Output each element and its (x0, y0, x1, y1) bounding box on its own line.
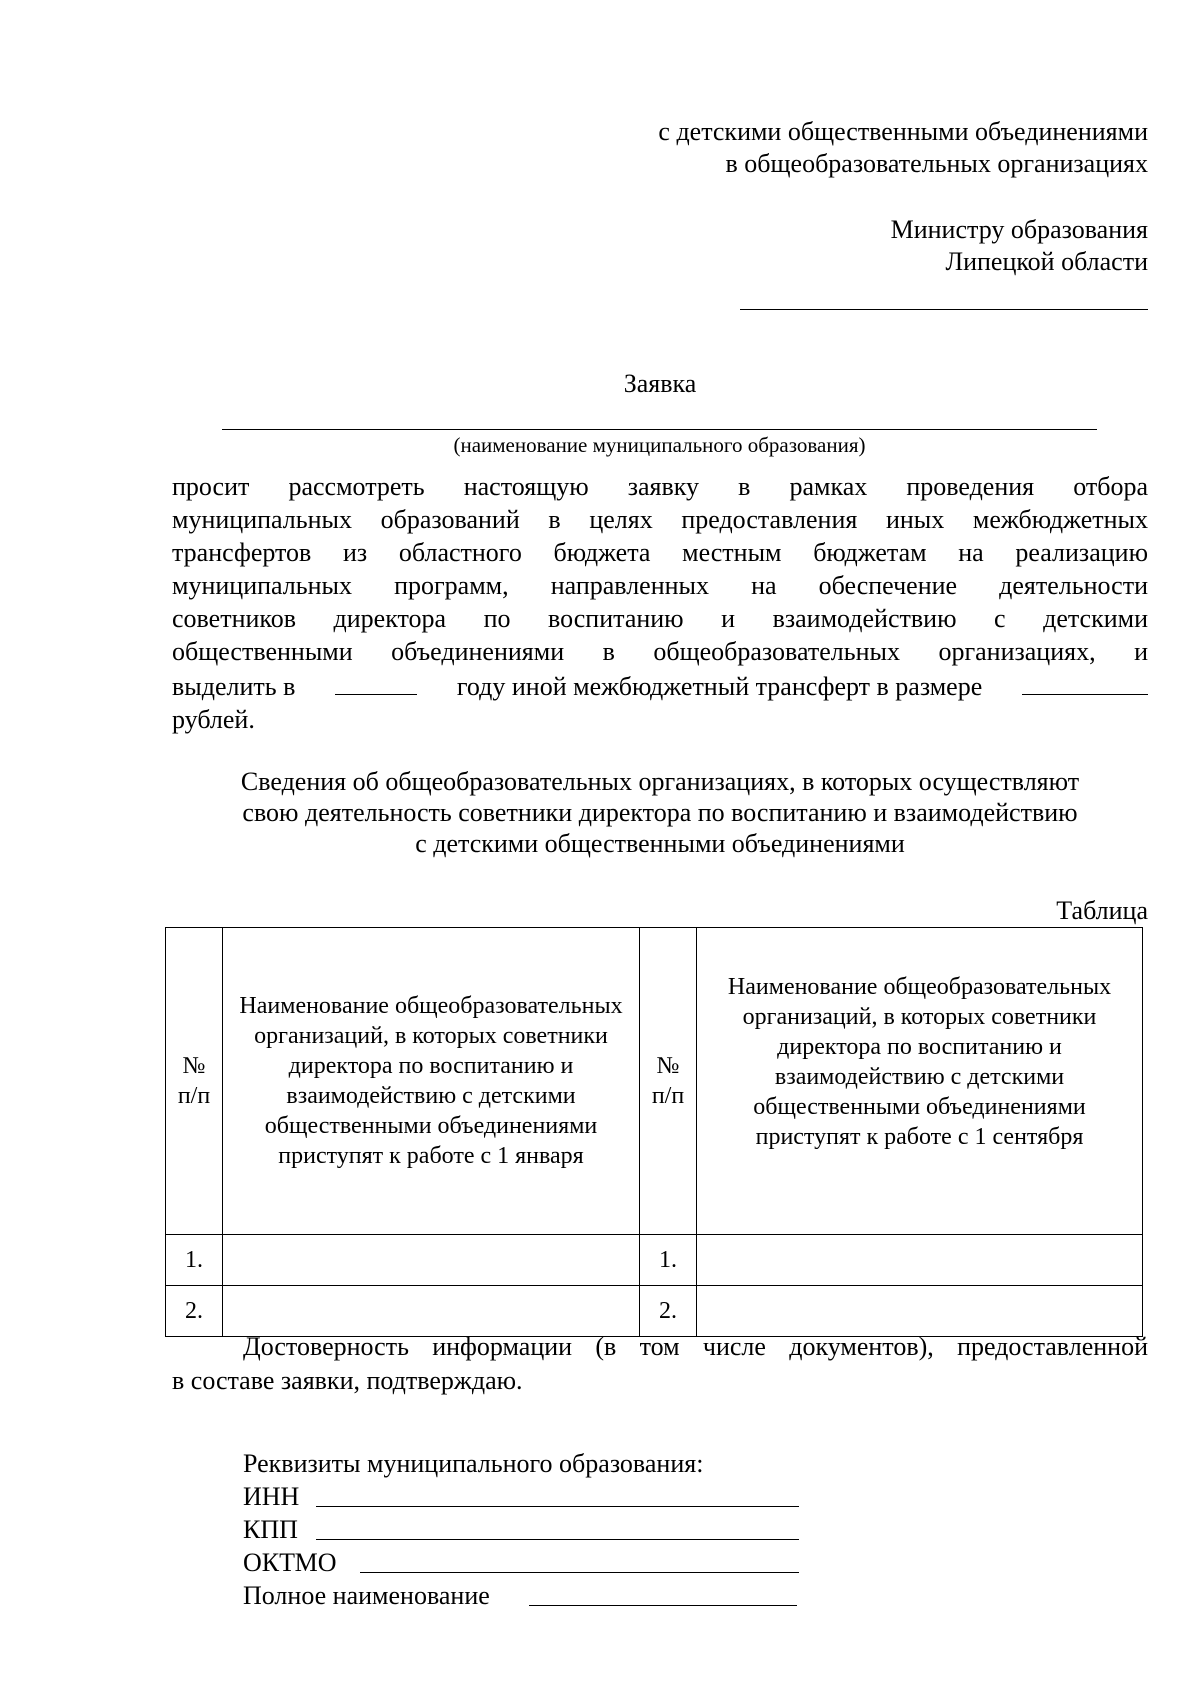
table-row (166, 1235, 1143, 1286)
inn-label: ИНН (243, 1482, 300, 1511)
row-num-left: 1. (166, 1235, 223, 1286)
confirmation-paragraph (172, 1330, 1148, 1398)
confirmation-line: в составе заявки, подтверждаю. (172, 1366, 523, 1395)
request-line-rubles: рублей. (172, 705, 255, 734)
municipality-caption: (наименование муниципального образования) (453, 433, 866, 457)
full-name-input-line[interactable] (529, 1579, 797, 1606)
request-transfer-label: году иной межбюджетный трансферт в размере (456, 672, 983, 701)
section-title (172, 766, 1148, 859)
addressee-line-1: Министру образования (890, 215, 1148, 244)
request-line: трансфертов из областного бюджета местным бюджетам на реализацию (172, 538, 1148, 567)
section-title-line: с детскими общественными объединениями (415, 829, 905, 858)
addressee-line-2: Липецкой области (945, 247, 1148, 276)
section-title-line: свою деятельность советники директора по воспитанию и взаимодействию (242, 798, 1078, 827)
oktmo-label: ОКТМО (243, 1548, 337, 1577)
row-name-right-cell[interactable] (697, 1286, 1143, 1337)
row-name-left-cell[interactable] (223, 1235, 640, 1286)
row-num-right: 1. (640, 1235, 697, 1286)
section-title-line: Сведения об общеобразовательных организациях, в которых осуществляют (240, 767, 1080, 796)
municipality-name-line[interactable] (222, 429, 1097, 430)
header-num-left (166, 928, 223, 1235)
kpp-input-line[interactable] (316, 1513, 799, 1540)
request-paragraph (172, 470, 1148, 736)
oktmo-field-row (243, 1546, 803, 1579)
header-name-september-text: Наименование общеобразовательных организаций, в которых советники директора по воспитанию и взаимодействию с детскими общественными объединениями приступят к работе с 1 сентября (727, 974, 1112, 1150)
header-num-right-text: № п/п (651, 1053, 685, 1109)
row-name-left-cell[interactable] (223, 1286, 640, 1337)
inn-field-row (243, 1480, 803, 1513)
header-name-january-text: Наименование общеобразовательных организаций, в которых советники директора по воспитанию и взаимодействию с детскими общественными объединениями приступят к работе с 1 января (239, 993, 623, 1169)
amount-blank[interactable] (1022, 668, 1148, 695)
request-line: муниципальных программ, направленных на обеспечение деятельности (172, 571, 1148, 600)
confirmation-line: Достоверность информации (в том числе документов), предоставленной (243, 1332, 1148, 1361)
table-caption: Таблица (1056, 896, 1148, 925)
organizations-table (165, 927, 1143, 1337)
request-line: просит рассмотреть настоящую заявку в рамках проведения отбора (172, 472, 1148, 501)
request-line-amount (172, 668, 1148, 703)
full-name-label: Полное наименование (243, 1581, 490, 1610)
row-num-left: 2. (166, 1286, 223, 1337)
header-num-right (640, 928, 697, 1235)
request-line: общественными объединениями в общеобразовательных организациях, и (172, 637, 1148, 666)
request-line: муниципальных образований в целях предоставления иных межбюджетных (172, 505, 1148, 534)
header-num-left-text: № п/п (177, 1053, 211, 1109)
table-header-row (166, 928, 1143, 1235)
oktmo-input-line[interactable] (360, 1546, 799, 1573)
requisites-title: Реквизиты муниципального образования: (243, 1449, 704, 1478)
inn-input-line[interactable] (316, 1480, 799, 1507)
appendix-header (658, 116, 1148, 180)
kpp-field-row (243, 1513, 803, 1546)
addressee-signature-line[interactable] (740, 309, 1148, 310)
header-name-september (697, 928, 1143, 1235)
header-line-1: с детскими общественными объединениями (658, 117, 1148, 146)
full-name-field-row (243, 1579, 803, 1612)
addressee-block (891, 214, 1148, 278)
row-name-right-cell[interactable] (697, 1235, 1143, 1286)
table-row (166, 1286, 1143, 1337)
request-year-label: выделить в (172, 672, 296, 701)
header-line-2: в общеобразовательных организациях (725, 149, 1148, 178)
request-line: советников директора по воспитанию и взаимодействию с детскими (172, 604, 1148, 633)
header-name-january (223, 928, 640, 1235)
row-num-right: 2. (640, 1286, 697, 1337)
year-blank[interactable] (335, 668, 417, 695)
kpp-label: КПП (243, 1515, 298, 1544)
document-title: Заявка (623, 369, 697, 398)
